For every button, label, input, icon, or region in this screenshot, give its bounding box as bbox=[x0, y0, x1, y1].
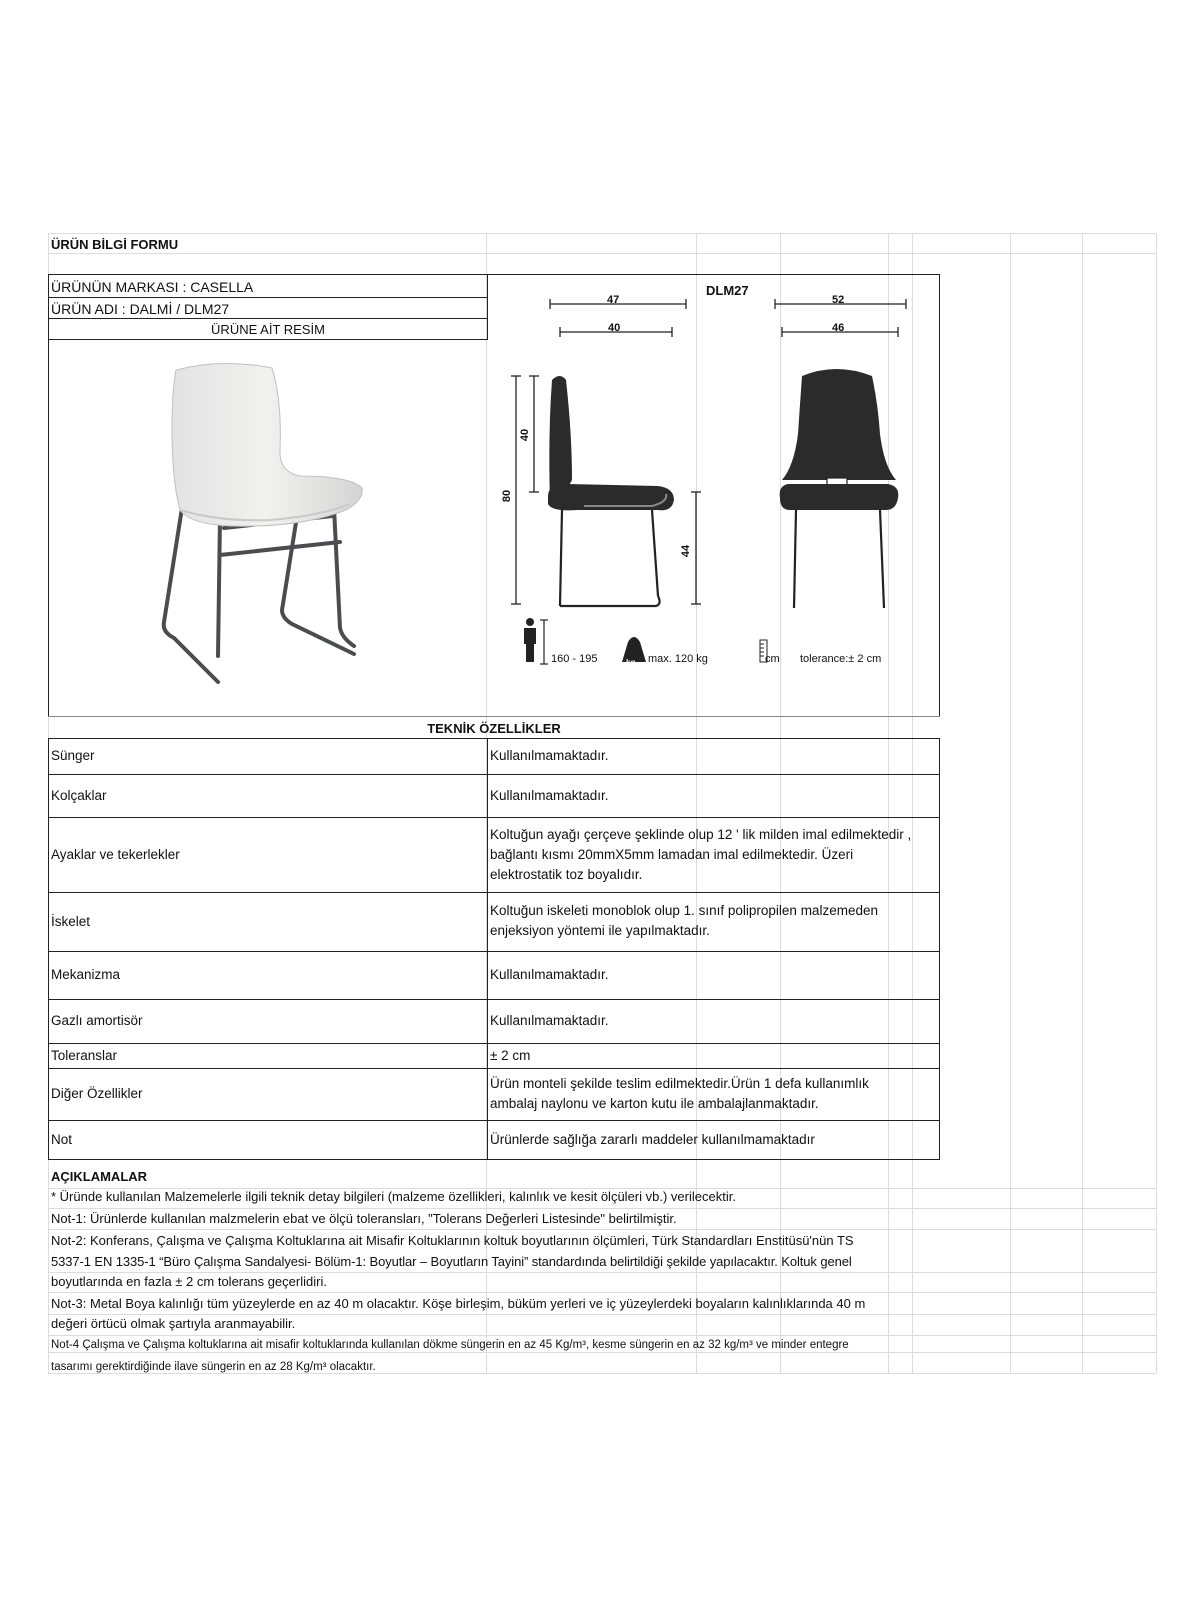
divider bbox=[48, 339, 488, 340]
spec-value-line: Kullanılmamaktadır. bbox=[490, 967, 609, 982]
grid-line bbox=[1082, 233, 1083, 1373]
grid-line bbox=[1010, 233, 1011, 1373]
divider bbox=[48, 716, 940, 717]
spec-label: Ayaklar ve tekerlekler bbox=[51, 846, 180, 862]
spec-value bbox=[490, 901, 936, 941]
spec-label: Sünger bbox=[51, 748, 95, 763]
spec-label: Mekanizma bbox=[51, 967, 121, 982]
spec-value bbox=[490, 1043, 936, 1068]
spec-value-line: Ürün monteli şekilde teslim edilmektedir.Ürün 1 defa kullanımlık bbox=[490, 1076, 869, 1091]
max-weight-label: max. 120 kg bbox=[648, 653, 708, 665]
note-line: Not-3: Metal Boya kalınlığı tüm yüzeylerde en az 40 m olacaktır. Köşe birleşim, büküm yerleri ve iç yüzeylerdeki boyaların kalınlıklarında 40 m bbox=[51, 1296, 866, 1311]
spec-label: Diğer Özellikler bbox=[51, 1086, 143, 1101]
dimension-drawing bbox=[488, 284, 938, 684]
dim-total-height: 80 bbox=[501, 489, 514, 503]
grid-line bbox=[48, 1292, 1156, 1293]
spec-value-line: Kullanılmamaktadır. bbox=[490, 748, 609, 763]
unit-label: cm bbox=[765, 653, 780, 665]
note-line: boyutlarında en fazla ± 2 cm tolerans geçerlidiri. bbox=[51, 1274, 327, 1289]
spec-label: İskelet bbox=[51, 913, 91, 929]
divider bbox=[48, 318, 488, 319]
dim-back-height: 40 bbox=[519, 428, 532, 442]
spec-value bbox=[490, 738, 936, 774]
name-line: ÜRÜN ADI : DALMİ / DLM27 bbox=[51, 301, 230, 317]
spec-value-line: Kullanılmamaktadır. bbox=[490, 1013, 609, 1028]
spec-title: TEKNİK ÖZELLİKLER bbox=[427, 721, 561, 736]
dim-seat-height: 44 bbox=[680, 544, 693, 558]
spec-value-line: bağlantı kısmı 20mmX5mm lamadan imal edilmektedir. Üzeri bbox=[490, 847, 854, 862]
spec-value-line: Ürünlerde sağlığa zararlı maddeler kullanılmamaktadır bbox=[490, 1132, 815, 1147]
spec-value bbox=[490, 1074, 936, 1114]
spec-label: Kolçaklar bbox=[51, 787, 107, 803]
chair-photo bbox=[150, 360, 390, 690]
grid-line bbox=[48, 253, 1156, 254]
model-code: DLM27 bbox=[706, 283, 749, 298]
user-height-label: 160 - 195 bbox=[551, 653, 598, 665]
spec-value-line: Kullanılmamaktadır. bbox=[490, 787, 609, 803]
note-line: Not-4 Çalışma ve Çalışma koltuklarına ait misafir koltuklarında kullanılan dökme süngerin en az 45 Kg/m³, kesme süngerin en az 32 kg/m³ ve minder entegre bbox=[51, 1339, 849, 1351]
spec-value-line: ambalaj naylonu ve karton kutu ile ambalajlanmaktadır. bbox=[490, 1096, 819, 1111]
note-line: tasarımı gerektirdiğinde ilave süngerin en az 28 Kg/m³ olacaktır. bbox=[51, 1361, 376, 1373]
spec-value bbox=[490, 774, 936, 817]
spec-value bbox=[490, 999, 936, 1043]
dim-top-left: 47 bbox=[607, 294, 620, 306]
kg-icon-label: kg bbox=[626, 658, 636, 667]
note-line: Not-1: Ürünlerde kullanılan malzmelerin ebat ve ölçü toleransları, "Tolerans Değerleri Listesinde" belirtilmiştir. bbox=[51, 1211, 677, 1226]
tolerance-label: tolerance:± 2 cm bbox=[800, 653, 882, 665]
divider bbox=[48, 297, 488, 298]
image-caption: ÜRÜNE AİT RESİM bbox=[211, 322, 325, 337]
spec-value bbox=[490, 1120, 936, 1160]
spec-label: Gazlı amortisör bbox=[51, 1013, 143, 1028]
note-line: 5337-1 EN 1335-1 “Büro Çalışma Sandalyesi- Bölüm-1: Boyutlar – Boyutların Tayini” standardında belirtildiği şekilde yapılacaktır. Koltuk genel bbox=[51, 1254, 852, 1269]
note-line: * Üründe kullanılan Malzemelerle ilgili teknik detay bilgileri (malzeme özellikleri, kalınlık ve kesit ölçüleri vb.) verilecektir. bbox=[51, 1189, 736, 1204]
brand-line: ÜRÜNÜN MARKASI : CASELLA bbox=[51, 279, 254, 295]
spec-value-line: Koltuğun iskeleti monoblok olup 1. sınıf polipropilen malzemeden bbox=[490, 903, 878, 918]
dim-top-right: 52 bbox=[832, 294, 845, 306]
dim-mid-right: 46 bbox=[832, 322, 845, 334]
spec-value-line: enjeksiyon yöntemi ile yapılmaktadır. bbox=[490, 923, 710, 938]
form-title: ÜRÜN BİLGİ FORMU bbox=[51, 237, 179, 252]
spec-value bbox=[490, 951, 936, 999]
spec-value-line: elektrostatik toz boyalıdır. bbox=[490, 867, 643, 882]
grid-line bbox=[1156, 233, 1157, 1373]
spec-value bbox=[490, 825, 936, 885]
spec-value-line: Koltuğun ayağı çerçeve şeklinde olup 12 ' lik milden imal edilmektedir , bbox=[490, 827, 912, 842]
dim-mid-left: 40 bbox=[608, 322, 621, 334]
spec-label: Toleranslar bbox=[51, 1047, 118, 1063]
grid-line bbox=[48, 233, 1156, 234]
note-line: değeri örtücü olmak şartıyla aranmayabilir. bbox=[51, 1316, 296, 1331]
notes-title: AÇIKLAMALAR bbox=[51, 1169, 148, 1184]
note-line: Not-2: Konferans, Çalışma ve Çalışma Koltuklarına ait Misafir Koltuklarının koltuk boyutlarının ölçümleri, Türk Standardları Enstitüsü'nün TS bbox=[51, 1233, 854, 1248]
grid-line bbox=[48, 1229, 1156, 1230]
spec-label: Not bbox=[51, 1132, 73, 1147]
divider bbox=[487, 738, 488, 1160]
spec-value-line: ± 2 cm bbox=[490, 1047, 531, 1063]
